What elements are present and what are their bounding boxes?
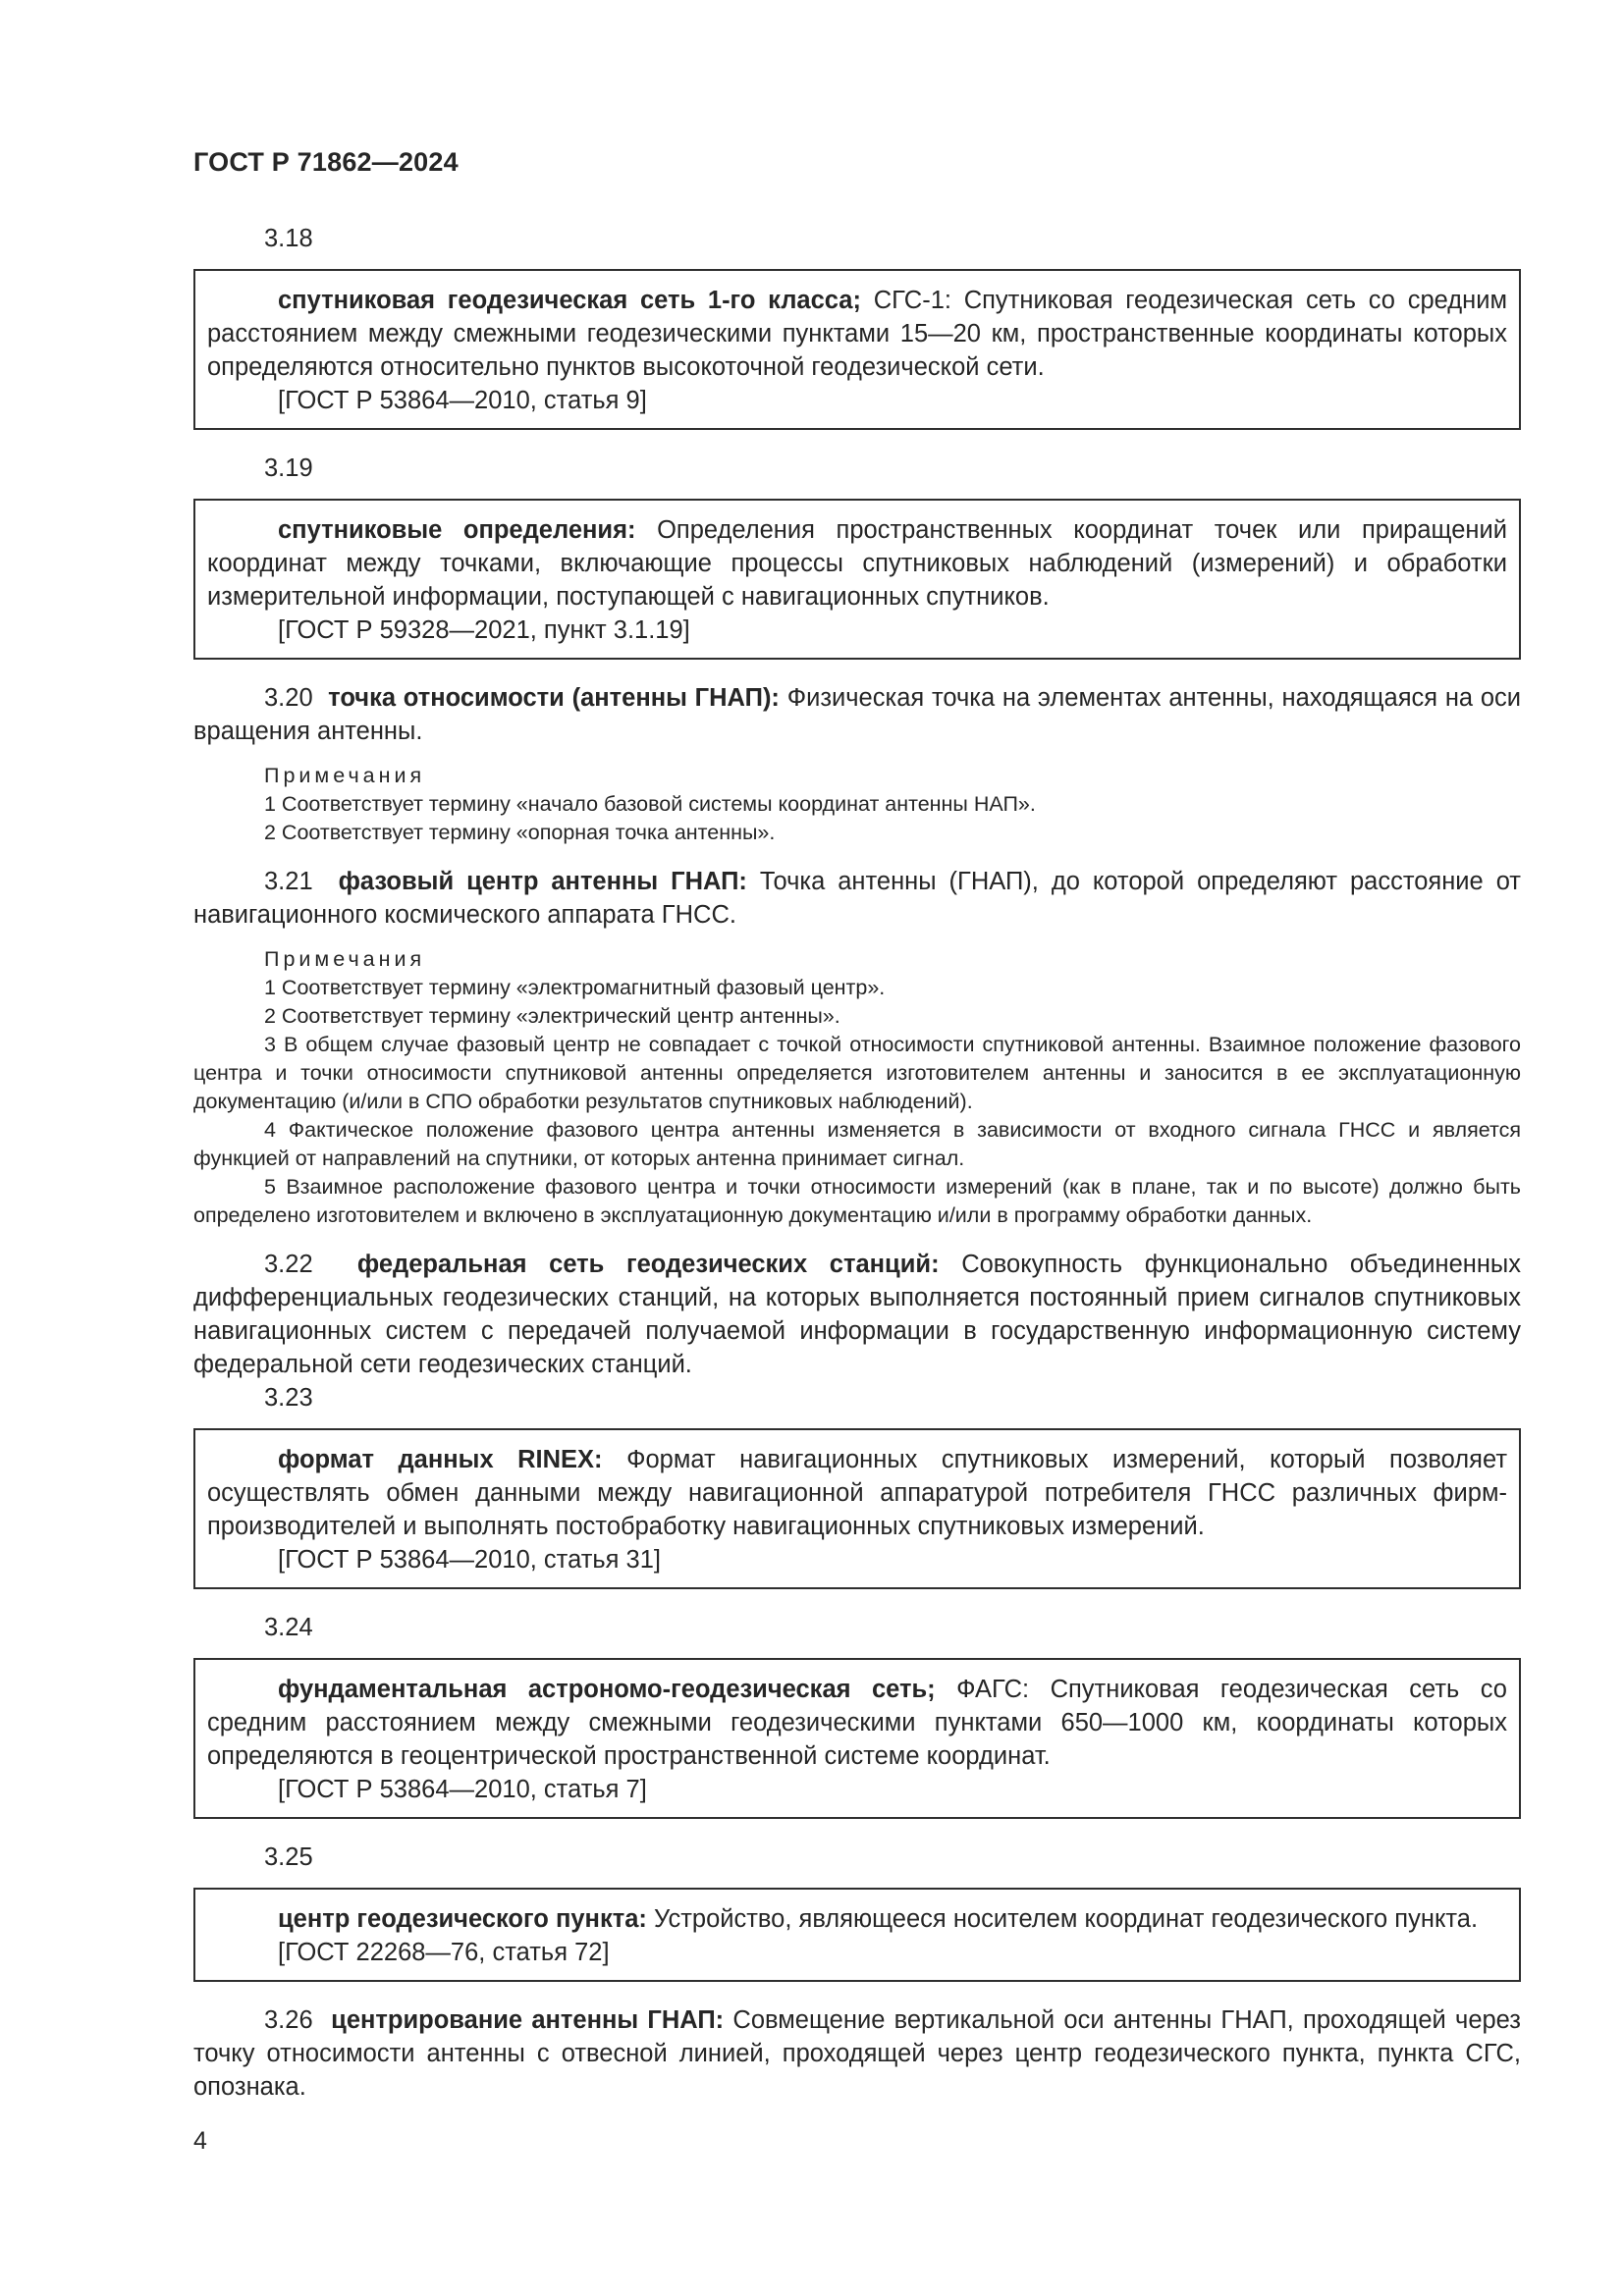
note-item: 2 Соответствует термину «опорная точка антенны». — [264, 821, 776, 844]
source-reference: [ГОСТ Р 53864—2010, статья 7] — [278, 1776, 647, 1803]
entry-number: 3.23 — [264, 1384, 313, 1412]
page-number: 4 — [193, 2127, 207, 2155]
term-definition — [207, 1443, 1507, 1543]
definition-text: Совокупность функционально объединенных дифференциальных геодезических станций, на которых выполняется постоянный прием сигналов спутниковых навигационных систем с передачей получаемой информации в государственную информационную систему федеральной сети геодезических станций. — [193, 1251, 1522, 1378]
definition-text: СГС-1: Спутниковая геодезическая сеть со средним расстоянием между смежными геодезическими пунктами 15—20 км, пространственные координаты которых определяются относительно пунктов высокоточной геодезической сети. — [207, 287, 1507, 381]
source-reference: [ГОСТ Р 53864—2010, статья 31] — [278, 1546, 661, 1574]
entry-number: 3.26 — [264, 2006, 313, 2034]
note-item: 4 Фактическое положение фазового центра антенны изменяется в зависимости от входного сигнала ГНСС и является функцией от направлений на спутники, от которых антенна принимает сигнал. — [193, 1118, 1521, 1170]
term-name: центрирование антенны ГНАП: — [331, 2006, 725, 2034]
term-entry-3-26 — [193, 2003, 1521, 2104]
notes-block — [193, 762, 1521, 847]
term-name: центр геодезического пункта: — [278, 1905, 647, 1933]
note-item: 1 Соответствует термину «начало базовой системы координат антенны НАП». — [264, 792, 1036, 816]
entry-number: 3.18 — [264, 225, 313, 252]
term-entry-3-22 — [193, 1248, 1521, 1381]
entry-number: 3.21 — [264, 868, 313, 895]
term-name: формат данных RINEX: — [278, 1446, 603, 1473]
definition-text: Физическая точка на элементах антенны, находящаяся на оси вращения антенны. — [193, 684, 1522, 745]
quoted-term-box — [193, 1658, 1521, 1819]
term-definition — [207, 513, 1507, 614]
term-definition — [207, 1902, 1507, 1936]
term-name: точка относимости (антенны ГНАП): — [328, 684, 780, 712]
term-definition — [207, 1673, 1507, 1773]
term-definition — [207, 284, 1507, 384]
term-name: фазовый центр антенны ГНАП: — [338, 868, 747, 895]
note-item: 3 В общем случае фазовый центр не совпадает с точкой относимости спутниковой антенны. Взаимное положение фазового центра и точки относимости спутниковой антенны определяется изготовителем антенны и заносится в ее эксплуатационную документацию (и/или в СПО обработки результатов спутниковых наблюдений). — [193, 1033, 1521, 1113]
note-item: 1 Соответствует термину «электромагнитный фазовый центр». — [264, 976, 886, 999]
definition-text: ФАГС: Спутниковая геодезическая сеть со средним расстоянием между смежными геодезическими пунктами 650—1000 км, координаты которых определяются в геоцентрической пространственной системе координат. — [207, 1676, 1507, 1770]
entry-number: 3.19 — [264, 454, 313, 482]
definition-text: Точка антенны (ГНАП), до которой определяют расстояние от навигационного космического аппарата ГНСС. — [193, 868, 1521, 929]
term-name: фундаментальная астрономо-геодезическая сеть; — [278, 1676, 936, 1703]
term-name: спутниковая геодезическая сеть 1-го класса; — [278, 287, 861, 314]
entry-number: 3.25 — [264, 1843, 313, 1871]
note-item: 5 Взаимное расположение фазового центра и точки относимости измерений (как в плане, так и по высоте) должно быть определено изготовителем и включено в эксплуатационную документацию и/или в программу обработки данных. — [193, 1175, 1521, 1227]
notes-title: Примечания — [264, 764, 426, 787]
entry-number: 3.22 — [264, 1251, 313, 1278]
definition-text: Совмещение вертикальной оси антенны ГНАП, проходящей через точку относимости антенны с отвесной линией, проходящей через центр геодезического пункта, пункта СГС, опознака. — [193, 2006, 1521, 2101]
definition-text: Устройство, являющееся носителем координат геодезического пункта. — [646, 1905, 1479, 1933]
source-reference: [ГОСТ Р 59328—2021, пункт 3.1.19] — [278, 616, 690, 644]
document-content — [193, 222, 1521, 2104]
term-entry-3-25 — [193, 1841, 1521, 1982]
term-definition — [193, 1248, 1521, 1381]
quoted-term-box — [193, 1428, 1521, 1589]
quoted-term-box — [193, 1888, 1521, 1982]
entry-number: 3.24 — [264, 1614, 313, 1641]
term-name: спутниковые определения: — [278, 516, 636, 544]
term-definition — [193, 865, 1521, 932]
source-reference: [ГОСТ 22268—76, статья 72] — [278, 1939, 610, 1966]
quoted-term-box — [193, 499, 1521, 660]
notes-block — [193, 945, 1521, 1230]
document-code-header: ГОСТ Р 71862—2024 — [193, 147, 459, 177]
entry-number: 3.20 — [264, 684, 313, 712]
term-entry-3-18 — [193, 222, 1521, 430]
term-entry-3-20 — [193, 681, 1521, 847]
term-entry-3-21 — [193, 865, 1521, 1230]
term-definition — [193, 2003, 1521, 2104]
term-entry-3-24 — [193, 1611, 1521, 1819]
notes-title: Примечания — [264, 947, 426, 971]
definition-text: Формат навигационных спутниковых измерений, который позволяет осуществлять обмен данными между навигационной аппаратурой потребителя ГНСС различных фирм-производителей и выполнять постобработку навигационных спутниковых измерений. — [207, 1446, 1508, 1540]
term-name: федеральная сеть геодезических станций: — [356, 1251, 940, 1278]
term-definition — [193, 681, 1521, 748]
term-entry-3-23 — [193, 1381, 1521, 1589]
definition-text: Определения пространственных координат точек или приращений координат между точками, включающие процессы спутниковых наблюдений (измерений) и обработки измерительной информации, поступающей с навигационных спутников. — [207, 516, 1507, 611]
source-reference: [ГОСТ Р 53864—2010, статья 9] — [278, 387, 647, 414]
term-entry-3-19 — [193, 452, 1521, 660]
quoted-term-box — [193, 269, 1521, 430]
note-item: 2 Соответствует термину «электрический центр антенны». — [264, 1004, 840, 1028]
